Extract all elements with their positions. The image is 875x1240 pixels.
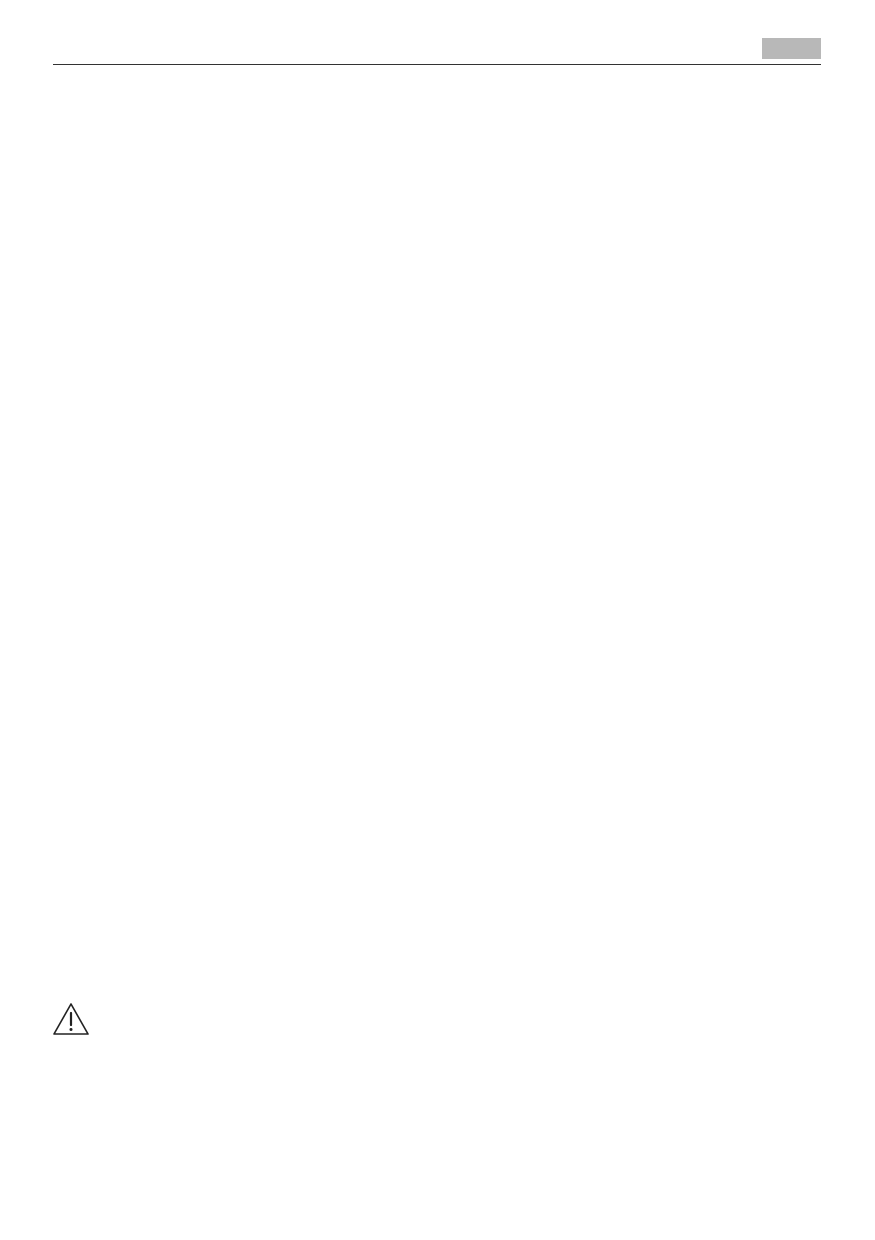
page-number — [762, 38, 821, 59]
warning-triangle-icon — [52, 1002, 90, 1036]
header-rule — [53, 64, 821, 65]
